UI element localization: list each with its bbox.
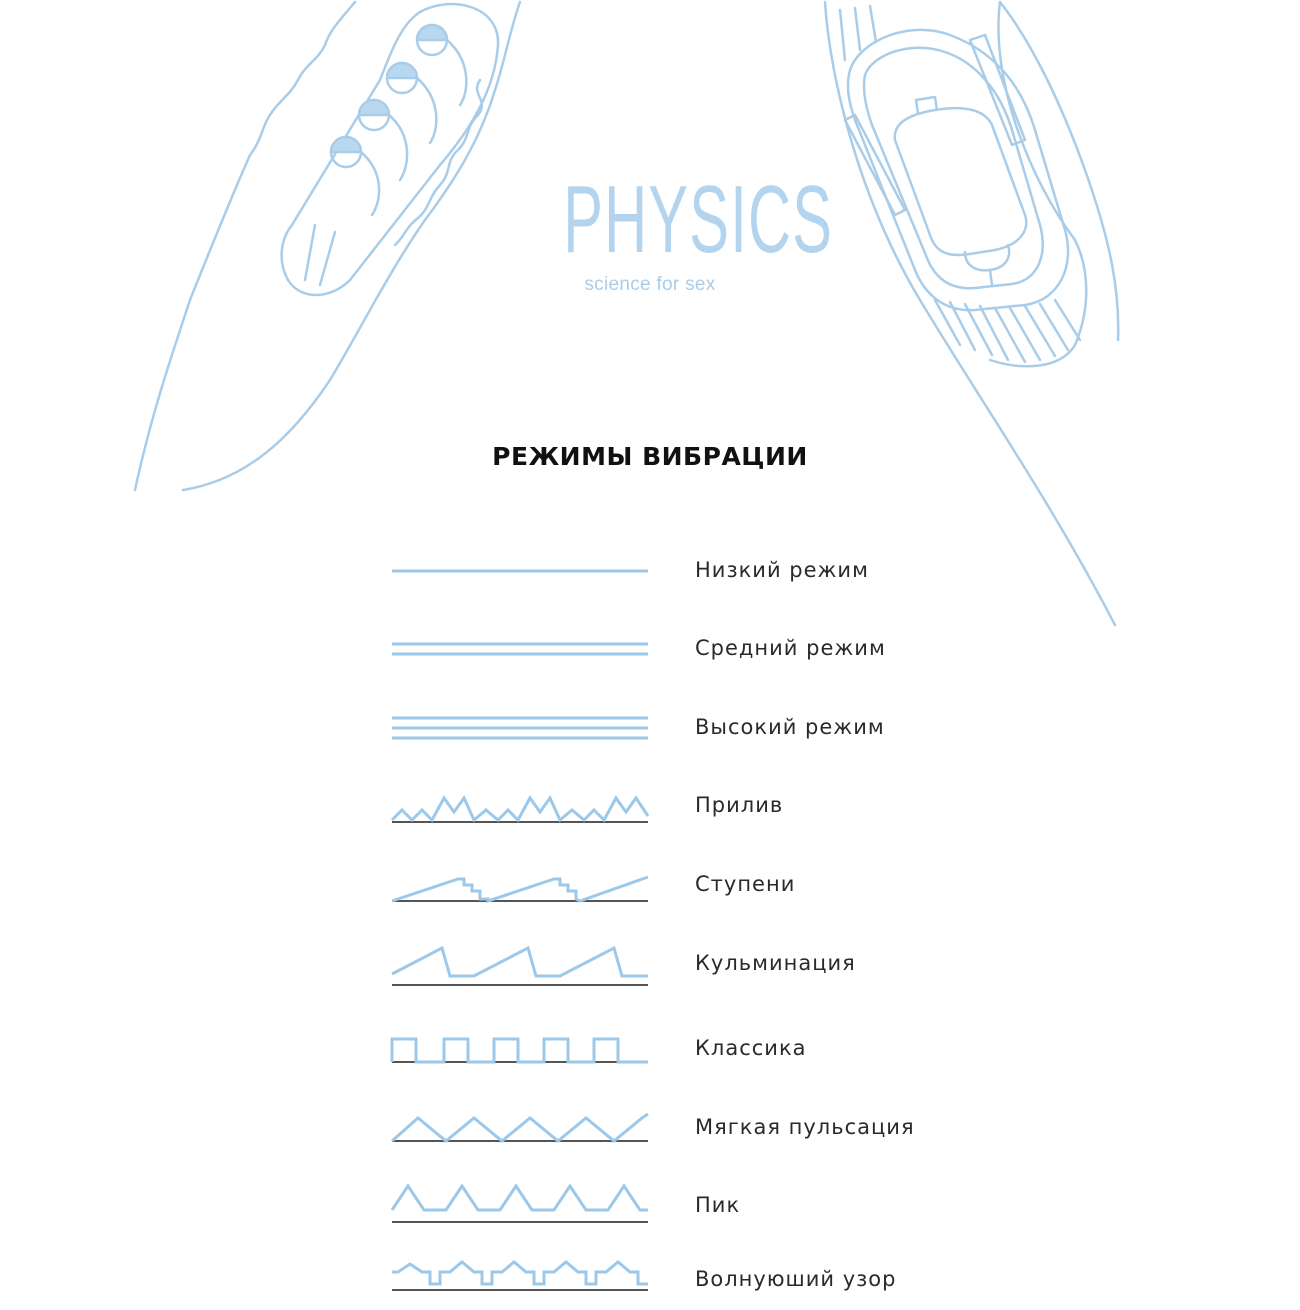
mode-row-high — [388, 698, 948, 758]
mode-row-low — [388, 541, 948, 601]
section-title: РЕЖИМЫ ВИБРАЦИИ — [492, 442, 808, 471]
double-line-icon — [388, 619, 652, 679]
right-device-outline — [825, 2, 1118, 625]
mode-row-tide — [388, 776, 948, 836]
triangle-wave-icon — [388, 1098, 652, 1158]
brand-logo — [510, 166, 834, 296]
mode-row-wave-pattern — [388, 1250, 948, 1310]
mode-label: Низкий режим — [695, 558, 869, 582]
triple-line-icon — [388, 698, 652, 758]
mode-label: Мягкая пульсация — [695, 1115, 915, 1139]
single-line-icon — [388, 541, 652, 601]
mode-label: Высокий режим — [695, 715, 885, 739]
peak-wave-icon — [388, 1176, 652, 1236]
mode-label: Средний режим — [695, 636, 886, 660]
steps-wave-icon — [388, 855, 652, 915]
mode-row-peak — [388, 1176, 948, 1236]
mode-label: Волнуюший узор — [695, 1267, 897, 1291]
mode-label: Ступени — [695, 872, 796, 896]
square-wave-icon — [388, 1019, 652, 1079]
brand-name: PHYSICS — [563, 166, 834, 273]
tide-wave-icon — [388, 776, 652, 836]
mode-label: Прилив — [695, 793, 784, 817]
wave-pattern-icon — [388, 1250, 652, 1310]
mode-row-soft-pulse — [388, 1098, 948, 1158]
mode-row-steps — [388, 855, 948, 915]
mode-label: Классика — [695, 1036, 807, 1060]
mode-row-culmination — [388, 934, 948, 994]
mode-row-medium — [388, 619, 948, 679]
left-device-outline — [135, 2, 520, 490]
mode-row-classic — [388, 1019, 948, 1079]
mode-label: Пик — [695, 1193, 741, 1217]
sawtooth-wave-icon — [388, 934, 652, 994]
brand-tagline: science for sex — [584, 274, 716, 295]
mode-label: Кульминация — [695, 951, 856, 975]
